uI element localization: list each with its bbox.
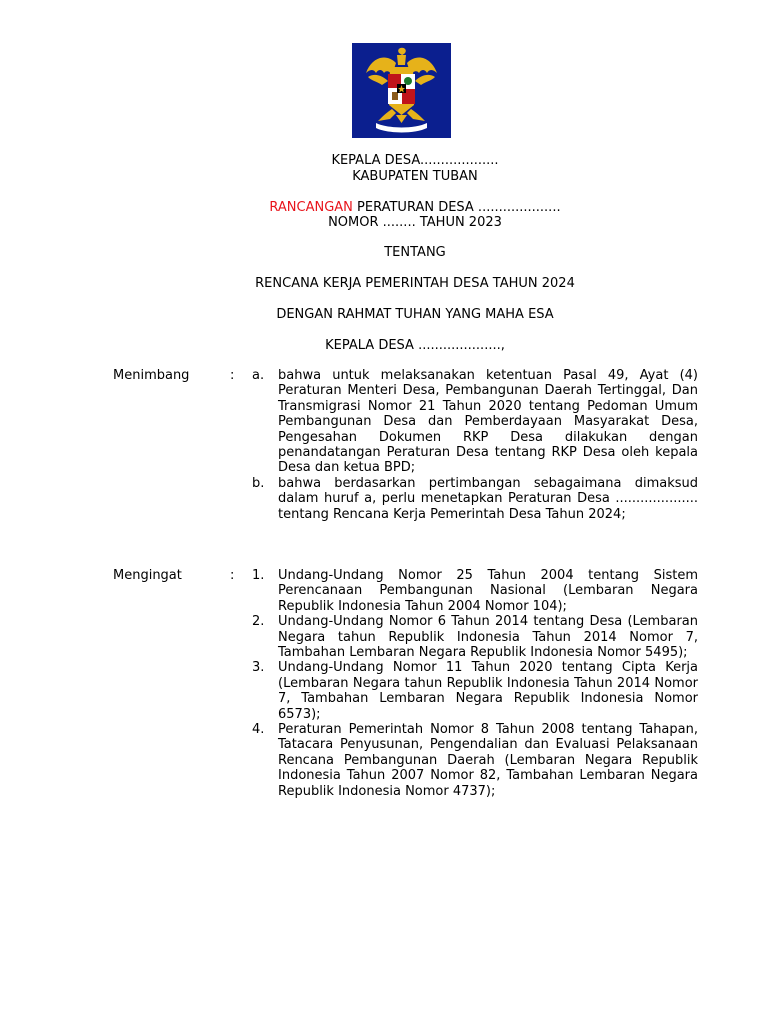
item-marker: 3. [252, 660, 265, 676]
item-text: Undang-Undang Nomor 6 Tahun 2014 tentang Desa (Lembaran Negara tahun Republik Indonesia Tahun 2014 Nomor 7, Tambahan Lembaran Negara Republik Indonesia Nomor 5495); [278, 614, 698, 661]
list-item [252, 368, 698, 476]
regency-heading: KABUPATEN TUBAN [352, 169, 478, 184]
regulation-title [0, 200, 768, 216]
mengingat-section [113, 568, 698, 799]
blessing-line: DENGAN RAHMAT TUHAN YANG MAHA ESA [276, 307, 554, 322]
list-item [252, 722, 698, 799]
menimbang-section [113, 368, 698, 522]
garuda-emblem-icon [352, 43, 451, 138]
item-text: Peraturan Pemerintah Nomor 8 Tahun 2008 tentang Tahapan, Tatacara Penyusunan, Pengendalian dan Evaluasi Pelaksanaan Rencana Pembangunan Daerah (Lembaran Negara Republik Indonesia Tahun 2007 Nomor 82, Tambahan Lembaran Negara Republik Indonesia Nomor 4737); [278, 722, 698, 799]
item-text: bahwa untuk melaksanakan ketentuan Pasal 49, Ayat (4) Peraturan Menteri Desa, Pembangunan Daerah Tertinggal, Dan Transmigrasi Nomor 21 Tahun 2020 tentang Pedoman Umum Pembangunan Desa dan Pemberdayaan Masyarakat Desa, Pengesahan Dokumen RKP Desa dilakukan dengan penandatangan Peraturan Desa tentang RKP Desa oleh kepala Desa dan ketua BPD; [278, 368, 698, 476]
list-item [252, 568, 698, 614]
list-item [252, 660, 698, 722]
menimbang-label: Menimbang [113, 368, 190, 383]
regulation-number: NOMOR ........ TAHUN 2023 [328, 215, 502, 230]
item-text: Undang-Undang Nomor 25 Tahun 2004 tentang Sistem Perencanaan Pembangunan Nasional (Lembaran Negara Republik Indonesia Tahun 2004 Nomor 104); [278, 568, 698, 614]
item-marker: 4. [252, 722, 265, 738]
tentang-heading: TENTANG [384, 245, 446, 260]
mengingat-label: Mengingat [113, 568, 182, 583]
item-marker: 2. [252, 614, 265, 630]
village-head-heading: KEPALA DESA................... [331, 153, 499, 168]
item-marker: a. [252, 368, 265, 383]
mengingat-colon: : [230, 568, 235, 583]
list-item [252, 614, 698, 660]
item-marker: b. [252, 475, 265, 491]
draft-label: RANCANGAN [269, 200, 353, 215]
regulation-title-text: PERATURAN DESA .................... [352, 200, 561, 215]
signatory-line: KEPALA DESA ...................., [325, 338, 505, 353]
menimbang-colon: : [230, 368, 235, 383]
item-marker: 1. [252, 568, 265, 583]
list-item [252, 476, 698, 522]
regulation-subject: RENCANA KERJA PEMERINTAH DESA TAHUN 2024 [255, 276, 575, 291]
item-text: Undang-Undang Nomor 11 Tahun 2020 tentang Cipta Kerja (Lembaran Negara tahun Republik Indonesia Tahun 2014 Nomor 7, Tambahan Lembaran Negara Republik Indonesia Nomor 6573); [278, 660, 698, 722]
item-text: bahwa berdasarkan pertimbangan sebagaimana dimaksud dalam huruf a, perlu menetapkan Peraturan Desa .................... tentang Rencana Kerja Pemerintah Desa Tahun 2024; [278, 475, 698, 522]
